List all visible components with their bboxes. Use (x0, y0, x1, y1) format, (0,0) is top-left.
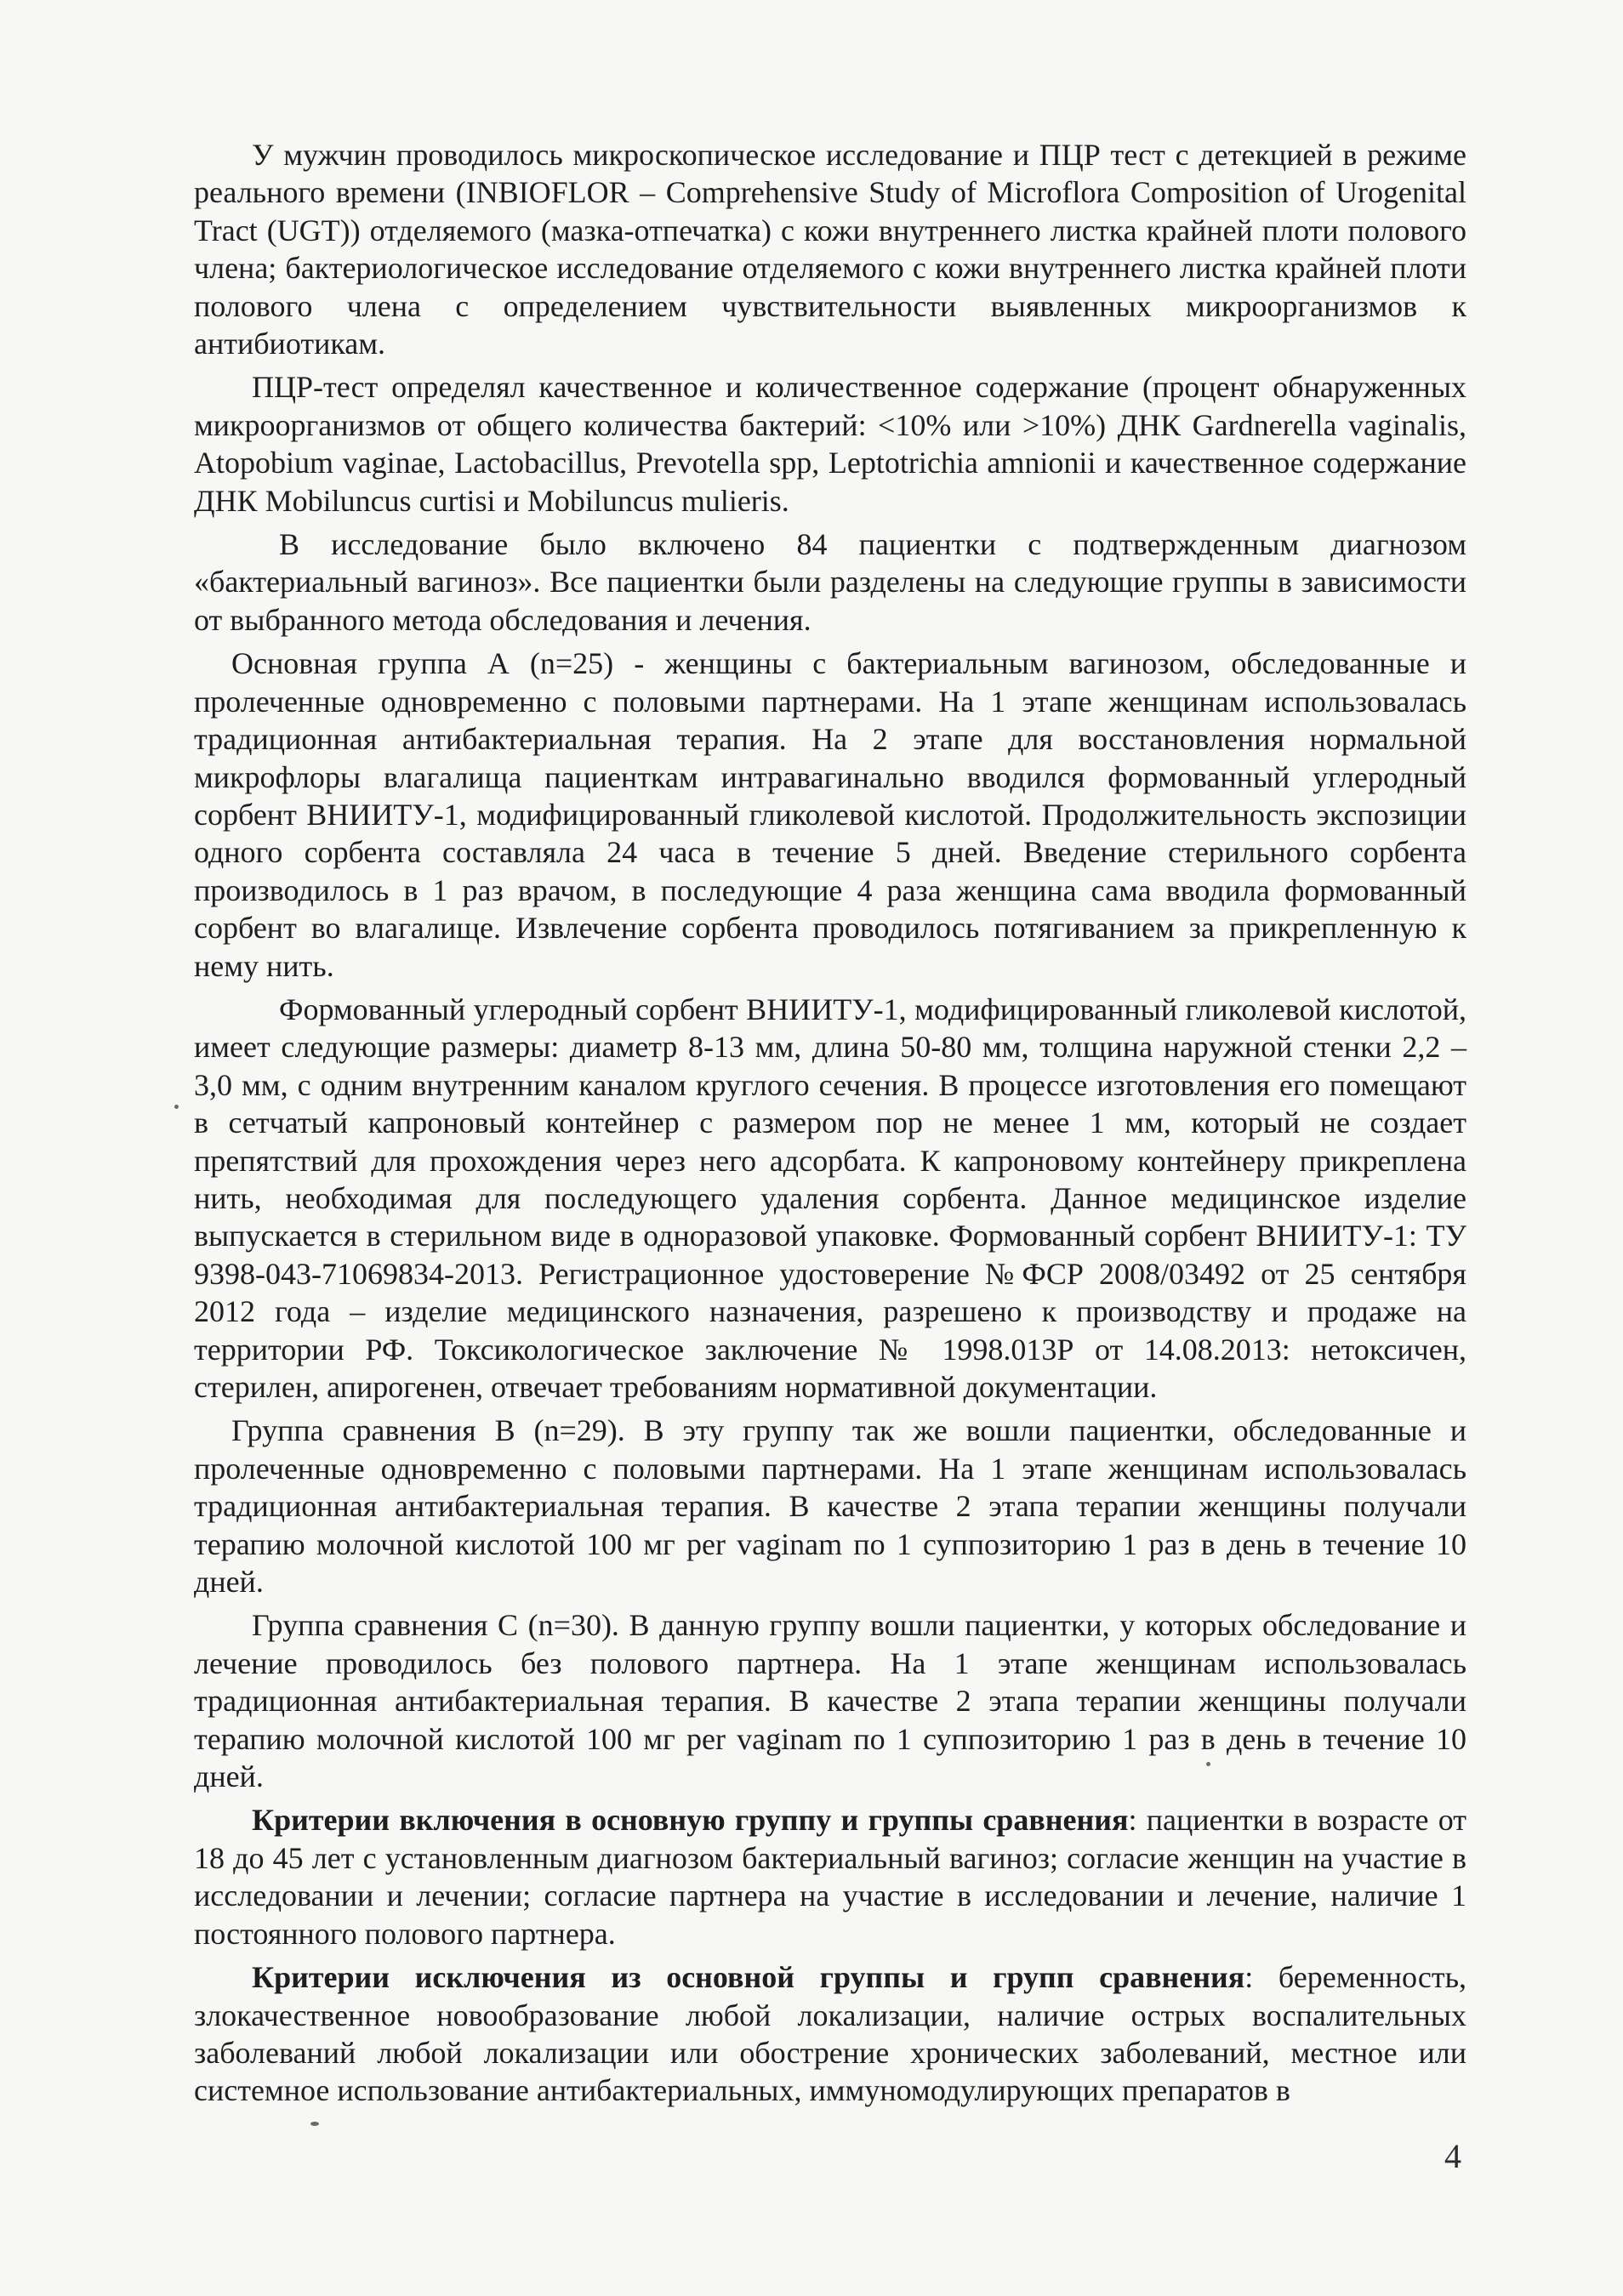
scan-speck (1206, 1762, 1210, 1766)
paragraph (194, 991, 1466, 1406)
paragraph-text: Группа сравнения С (n=30). В данную группу вошли пациентки, у которых обследование и лечение проводилось без полового партнера. На 1 этапе женщинам использовалась традиционная антибактериальная терапия. В качестве 2 этапа терапии женщины получали терапию молочной кислотой 100 мг per vaginam по 1 суппозиторию 1 раз в день в течение 10 дней. (194, 1608, 1466, 1794)
exclusion-criteria-heading: Критерии исключения из основной группы и групп сравнения (252, 1960, 1245, 1995)
paragraph-text: ПЦР-тест определял качественное и количественное содержание (процент обнаруженных микроорганизмов от общего количества бактерий: <10% или >10%) ДНК Gardnerella vaginalis, Atopobium vaginae, Lactobacillus, Prevotella spp, Leptotrichia amnionii и качественное содержание ДНК Mobiluncus curtisi и Mobiluncus mulieris. (194, 370, 1466, 518)
paragraph (194, 645, 1466, 985)
document-body (194, 136, 1466, 2116)
inclusion-criteria-heading: Критерии включения в основную группу и группы сравнения (252, 1803, 1129, 1838)
paragraph (194, 368, 1466, 520)
paragraph (194, 526, 1466, 639)
paragraph-text: : беременность, злокачественное новообразование любой локализации, наличие острых воспалительных заболеваний любой локализации или обострение хронических заболеваний, местное или системное использование антибактериальных, иммуномодулирующих препаратов в (194, 1960, 1467, 2108)
paragraph-text: : пациентки в возрасте от 18 до 45 лет с установленным диагнозом бактериальный вагиноз; согласие женщин на участие в исследовании и лечении; согласие партнера на участие в исследовании и лечение, наличие 1 постоянного полового партнера. (194, 1803, 1466, 1951)
page-number: 4 (1444, 2137, 1461, 2175)
paragraph-text: Группа сравнения В (n=29). В эту группу так же вошли пациентки, обследованные и пролеченные одновременно с половыми партнерами. На 1 этапе женщинам использовалась традиционная антибактериальная терапия. В качестве 2 этапа терапии женщины получали терапию молочной кислотой 100 мг per vaginam по 1 суппозиторию 1 раз в день в течение 10 дней. (194, 1413, 1466, 1600)
scan-speck (174, 1105, 179, 1109)
paragraph-text: Основная группа А (n=25) - женщины с бактериальным вагинозом, обследованные и пролеченные одновременно с половыми партнерами. На 1 этапе женщинам использовалась традиционная антибактериальная терапия. На 2 этапе для восстановления нормальной микрофлоры влагалища пациенткам интравагинально вводился формованный углеродный сорбент ВНИИТУ-1, модифицированный гликолевой кислотой. Продолжительность экспозиции одного сорбента составляла 24 часа в течение 5 дней. Введение стерильного сорбента производилось в 1 раз врачом, в последующие 4 раза женщина сама вводила формованный сорбент во влагалище. Извлечение сорбента проводилось потягиванием за прикрепленную к нему нить. (194, 646, 1466, 983)
paragraph-text: В исследование было включено 84 пациентки с подтвержденным диагнозом «бактериальный вагиноз». Все пациентки были разделены на следующие группы в зависимости от выбранного метода обследования и лечения. (194, 527, 1466, 637)
paragraph (194, 1958, 1466, 2110)
paragraph-text: Формованный углеродный сорбент ВНИИТУ-1, модифицированный гликолевой кислотой, имеет следующие размеры: диаметр 8-13 мм, длина 50-80 мм, толщина наружной стенки 2,2 – 3,0 мм, с одним внутренним каналом круглого сечения. В процессе изготовления его помещают в сетчатый капроновый контейнер с размером пор не менее 1 мм, который не создает препятствий для прохождения через него адсорбата. К капроновому контейнеру прикреплена нить, необходимая для последующего удаления сорбента. Данное медицинское изделие выпускается в стерильном виде в одноразовой упаковке. Формованный сорбент ВНИИТУ-1: ТУ 9398-043-71069834-2013. Регистрационное удостоверение №ФСР 2008/03492 от 25 сентября 2012 года – изделие медицинского назначения, разрешено к производству и продаже на территории РФ. Токсикологическое заключение № 1998.013Р от 14.08.2013: нетоксичен, стерилен, апирогенен, отвечает требованиям нормативной документации. (194, 992, 1466, 1404)
paragraph (194, 136, 1466, 362)
paragraph-text: У мужчин проводилось микроскопическое исследование и ПЦР тест с детекцией в режиме реального времени (INBIOFLOR – Comprehensive Study of Microflora Composition of Urogenital Tract (UGT)) отделяемого (мазка-отпечатка) с кожи внутреннего листка крайней плоти полового члена; бактериологическое исследование отделяемого с кожи внутреннего листка крайней плоти полового члена с определением чувствительности выявленных микроорганизмов к антибиотикам. (194, 138, 1466, 361)
paragraph (194, 1606, 1466, 1795)
scan-speck (310, 2122, 319, 2126)
paragraph (194, 1412, 1466, 1600)
paragraph (194, 1801, 1466, 1952)
